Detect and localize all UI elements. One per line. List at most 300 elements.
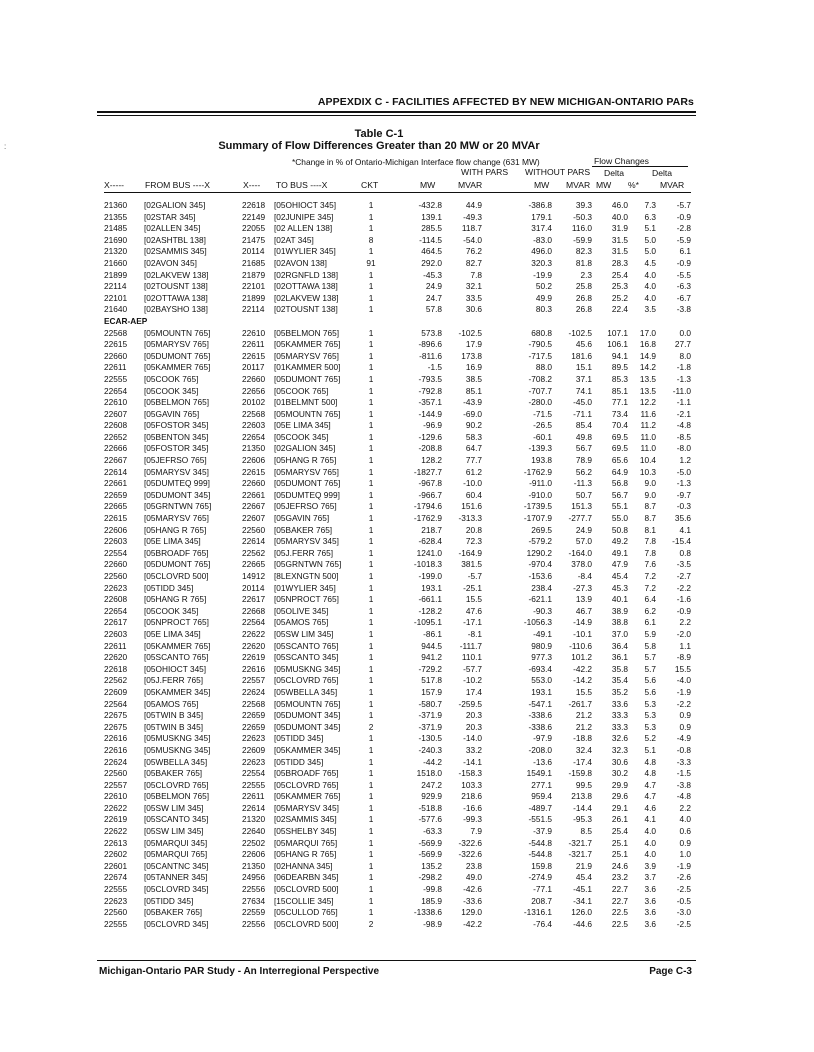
cell-to-id: 22619 [242, 652, 266, 663]
cell-from-bus: [05DUMTEQ 999] [144, 478, 210, 489]
cell-mvar-with: 20.3 [465, 710, 482, 721]
cell-from-bus: [05BAKER 765] [144, 768, 203, 779]
cell-mw-with: 1518.0 [416, 768, 442, 779]
cell-from-id: 22615 [104, 339, 128, 350]
cell-ckt: 1 [368, 513, 374, 524]
cell-to-bus: [05CULLOD 765] [274, 907, 338, 918]
cell-to-bus: [02HANNA 345] [274, 860, 333, 871]
cell-from-bus: [05COOK 765] [144, 373, 199, 384]
cell-delta-mw: 25.4 [611, 269, 628, 280]
cell-to-bus: [05MARYSV 765] [274, 350, 339, 361]
cell-to-bus: [05DUMONT 345] [274, 721, 341, 732]
cell-mvar-with: -322.6 [458, 837, 482, 848]
cell-mw-with: 24.9 [425, 281, 442, 292]
cell-to-id: 22555 [242, 779, 266, 790]
cell-mw-without: -77.1 [533, 884, 552, 895]
cell-mw-without: 1290.2 [526, 547, 552, 558]
cell-delta-mw: 22.7 [611, 884, 628, 895]
cell-to-id: 22609 [242, 744, 266, 755]
cell-mw-with: -45.3 [423, 269, 442, 280]
cell-ckt: 1 [368, 733, 374, 744]
cell-from-bus: [02GALION 345] [144, 200, 206, 210]
cell-mw-with: 941.2 [421, 652, 442, 663]
cell-mvar-without: 37.1 [575, 373, 592, 384]
cell-ckt: 2 [368, 721, 374, 732]
cell-mw-with: -1827.7 [413, 466, 442, 477]
cell-delta-mvar: -3.8 [676, 779, 691, 790]
cell-mw-without: -280.0 [528, 397, 552, 408]
cell-to-id: 21320 [242, 814, 266, 825]
cell-mw-with: -298.2 [418, 872, 442, 883]
cell-mvar-with: -49.3 [463, 211, 482, 222]
cell-to-bus: [05DUMONT 765] [274, 373, 341, 384]
group-flow-changes: Flow Changes [594, 156, 649, 166]
cell-to-id: 22661 [242, 489, 266, 500]
cell-pct: 12.2 [639, 397, 656, 408]
cell-mw-without: -19.9 [533, 269, 552, 280]
cell-to-bus: [02 ALLEN 138] [274, 223, 333, 234]
cell-ckt: 1 [368, 350, 374, 361]
col-delta-mvar: MVAR [660, 180, 685, 190]
cell-from-id: 22654 [104, 385, 128, 396]
cell-delta-mw: 38.9 [611, 605, 628, 616]
cell-ckt: 1 [368, 710, 374, 721]
cell-from-id: 22654 [104, 605, 128, 616]
cell-ckt: 1 [368, 779, 374, 790]
cell-from-bus: [05BELMON 765] [144, 791, 210, 802]
cell-pct: 6.4 [644, 594, 656, 605]
cell-mvar-without: -14.4 [573, 802, 592, 813]
cell-mw-with: 24.7 [425, 292, 442, 303]
cell-mw-without: 179.1 [531, 211, 552, 222]
cell-mw-without: -1762.9 [523, 466, 552, 477]
cell-from-id: 21320 [104, 246, 128, 257]
cell-from-id: 22618 [104, 663, 128, 674]
cell-pct: 5.1 [644, 744, 656, 755]
cell-delta-mvar: 0.9 [679, 710, 691, 721]
cell-mvar-without: -14.2 [573, 675, 592, 686]
cell-from-bus: [05DUMONT 765] [144, 559, 211, 570]
cell-mw-without: 317.4 [531, 223, 552, 234]
cell-mvar-without: -321.7 [568, 849, 592, 860]
cell-delta-mw: 28.3 [611, 257, 628, 268]
cell-to-bus: [05KAMMER 765] [274, 791, 341, 802]
cell-from-bus: [05CLOVRD 345] [144, 918, 209, 929]
cell-mvar-with: -322.6 [458, 849, 482, 860]
cell-pct: 3.9 [644, 860, 656, 871]
cell-to-bus: [05J.FERR 765] [274, 547, 334, 558]
cell-from-bus: [05MARYSV 345] [144, 466, 209, 477]
cell-mw-with: 128.2 [421, 455, 442, 466]
cell-pct: 5.8 [644, 640, 656, 651]
cell-from-id: 21660 [104, 257, 128, 268]
cell-mw-without: -49.1 [533, 628, 552, 639]
appendix-header: APPEXDIX C - FACILITIES AFFECTED BY NEW MICHIGAN-ONTARIO PARs [317, 96, 694, 108]
cell-mw-with: -129.6 [418, 431, 442, 442]
cell-mw-without: -707.7 [528, 385, 552, 396]
cell-to-id: 22149 [242, 211, 266, 222]
cell-ckt: 1 [368, 652, 374, 663]
cell-ckt: 1 [368, 211, 374, 222]
cell-mvar-without: 50.7 [575, 489, 592, 500]
cell-from-bus: [05DUMONT 765] [144, 350, 211, 361]
cell-delta-mw: 29.6 [611, 791, 628, 802]
cell-mvar-with: -5.7 [467, 571, 482, 581]
cell-mw-with: 1241.0 [416, 547, 442, 558]
cell-delta-mw: 36.1 [611, 652, 628, 663]
cell-to-bus: [05MARYSV 345] [274, 802, 339, 813]
cell-mw-without: -83.0 [533, 234, 552, 245]
cell-delta-mvar: -2.8 [676, 223, 691, 234]
cell-mw-with: -99.8 [423, 884, 442, 895]
table-row [104, 420, 691, 432]
cell-mw-without: -544.8 [528, 837, 552, 848]
cell-mw-without: -71.5 [533, 408, 552, 419]
cell-from-bus: [05KAMMER 765] [144, 640, 211, 651]
cell-delta-mw: 70.4 [611, 420, 628, 431]
cell-mw-with: -518.8 [418, 802, 442, 813]
table-row [104, 838, 691, 850]
cell-mvar-with: -33.6 [463, 895, 482, 906]
cell-to-bus: [05GAVIN 765] [274, 513, 330, 524]
cell-mw-without: 193.8 [531, 455, 552, 466]
cell-to-id: 20102 [242, 397, 266, 408]
cell-delta-mvar: -1.9 [676, 860, 691, 871]
cell-to-id: 22659 [242, 721, 266, 732]
cell-delta-mw: 38.8 [611, 617, 628, 628]
cell-to-bus: [01WYLIER 345] [274, 246, 336, 257]
cell-delta-mvar: -2.5 [676, 918, 691, 929]
cell-mw-with: 464.5 [421, 246, 442, 257]
cell-mvar-with: -42.6 [463, 884, 482, 895]
cell-mvar-with: -164.9 [458, 547, 482, 558]
table-row [104, 919, 691, 931]
table-row [104, 872, 691, 884]
cell-delta-mw: 22.5 [611, 918, 628, 929]
cell-from-id: 22674 [104, 872, 128, 883]
cell-to-bus: [02AT 345] [274, 234, 314, 245]
cell-mw-with: -63.3 [423, 826, 442, 837]
col-delta-mw: MW [596, 180, 612, 190]
cell-pct: 3.6 [644, 884, 656, 895]
cell-delta-mw: 30.6 [611, 756, 628, 767]
cell-to-bus: [05COOK 345] [274, 431, 329, 442]
cell-ckt: 1 [368, 686, 374, 697]
cell-from-bus: [05OHIOCT 345] [144, 663, 207, 674]
cell-to-id: 22660 [242, 373, 266, 384]
cell-mw-without: 980.9 [531, 640, 552, 651]
table-row [104, 432, 691, 444]
col-delta-mvar-top: Delta [652, 168, 673, 178]
cell-pct: 16.8 [639, 339, 656, 350]
cell-delta-mw: 25.2 [611, 292, 628, 303]
cell-from-id: 22611 [104, 362, 127, 373]
cell-to-id: 22562 [242, 547, 266, 558]
cell-to-id: 27634 [242, 895, 266, 906]
cell-to-bus: [05JEFRSO 765] [274, 501, 337, 512]
cell-mw-without: -139.3 [528, 443, 552, 454]
cell-mw-with: -128.2 [418, 605, 442, 616]
cell-delta-mvar: -1.5 [676, 768, 691, 779]
cell-to-bus: [05DUMTEQ 999] [274, 489, 340, 500]
cell-mw-with: -569.9 [418, 837, 442, 848]
cell-delta-mw: 23.2 [611, 872, 628, 883]
cell-delta-mw: 29.1 [611, 802, 628, 813]
cell-ckt: 1 [368, 756, 374, 767]
cell-mw-without: -60.1 [533, 431, 552, 442]
cell-delta-mw: 77.1 [611, 397, 628, 408]
cell-mvar-without: 15.5 [575, 686, 592, 697]
cell-from-id: 22114 [104, 281, 127, 292]
cell-from-id: 21640 [104, 304, 128, 315]
cell-to-id: 22055 [242, 223, 266, 234]
cell-delta-mw: 56.7 [611, 489, 628, 500]
cell-ckt: 1 [368, 617, 374, 628]
cell-ckt: 1 [368, 246, 374, 257]
cell-from-id: 22608 [104, 594, 128, 605]
cell-to-id: 22615 [242, 350, 266, 361]
cell-from-id: 22613 [104, 837, 128, 848]
cell-mvar-with: 110.1 [461, 652, 482, 663]
cell-to-bus: [05SCANTO 765] [274, 640, 339, 651]
cell-pct: 7.8 [644, 536, 656, 547]
table-row [104, 235, 691, 247]
cell-ckt: 1 [368, 849, 374, 860]
cell-ckt: 2 [368, 918, 374, 929]
cell-to-bus: [05MARYSV 345] [274, 536, 339, 547]
cell-ckt: 1 [368, 582, 374, 593]
cell-to-id: 22614 [242, 802, 266, 813]
cell-from-id: 22610 [104, 791, 128, 802]
cell-pct: 4.6 [644, 802, 656, 813]
cell-to-id: 21475 [242, 234, 266, 245]
cell-delta-mvar: -4.0 [676, 675, 691, 686]
table-row [104, 351, 691, 363]
cell-mvar-with: 17.9 [465, 339, 482, 350]
cell-mw-with: -1.5 [427, 362, 442, 373]
cell-from-bus: [05CANTNC 345] [144, 860, 209, 871]
group-without-pars: WITHOUT PARS [525, 167, 591, 177]
cell-from-bus: [05MARYSV 765] [144, 513, 209, 524]
cell-mvar-with: -158.3 [458, 768, 482, 779]
cell-from-bus: [05BELMON 765] [144, 397, 210, 408]
cell-mw-with: -86.1 [423, 628, 442, 639]
cell-mvar-with: -10.0 [463, 478, 482, 489]
cell-delta-mvar: -2.6 [676, 872, 691, 883]
cell-to-id: 21350 [242, 443, 266, 454]
cell-from-bus: [02LAKVEW 138] [144, 269, 209, 280]
cell-delta-mw: 69.5 [611, 443, 628, 454]
cell-from-bus: [05SCANTO 345] [144, 814, 209, 825]
cell-mw-without: -790.5 [528, 339, 552, 350]
cell-delta-mw: 33.3 [611, 710, 628, 721]
cell-to-id: 22623 [242, 756, 266, 767]
cell-mvar-with: 30.6 [465, 304, 482, 315]
cell-delta-mvar: -2.2 [676, 582, 691, 593]
cell-to-bus: [05CLOVRD 500] [274, 918, 339, 929]
cell-ckt: 1 [368, 292, 374, 303]
cell-ckt: 1 [368, 559, 374, 570]
cell-ckt: 1 [368, 420, 374, 431]
cell-mw-with: -792.8 [418, 385, 442, 396]
cell-mvar-with: 7.9 [470, 826, 482, 837]
cell-delta-mvar: -1.3 [676, 373, 691, 384]
cell-delta-mvar: -2.5 [676, 884, 691, 895]
cell-mvar-without: 85.4 [575, 420, 592, 431]
cell-to-id: 22618 [242, 200, 266, 210]
cell-mvar-without: 99.5 [575, 779, 592, 790]
cell-pct: 5.9 [644, 628, 656, 639]
cell-ckt: 1 [368, 675, 374, 686]
table-row [104, 594, 691, 606]
cell-mvar-with: 23.8 [465, 860, 482, 871]
cell-delta-mvar: -2.1 [676, 408, 691, 419]
cell-to-id: 22568 [242, 408, 266, 419]
cell-pct: 10.3 [639, 466, 656, 477]
cell-ckt: 1 [368, 802, 374, 813]
table-row [104, 745, 691, 757]
cell-mvar-without: -321.7 [568, 837, 592, 848]
table-row [104, 200, 691, 212]
cell-ckt: 1 [368, 826, 374, 837]
table-row [104, 641, 691, 653]
cell-mvar-with: -17.1 [463, 617, 482, 628]
cell-mvar-without: 181.6 [571, 350, 592, 361]
cell-mw-without: -208.0 [528, 744, 552, 755]
cell-mw-with: -199.0 [418, 571, 442, 581]
cell-delta-mvar: -0.9 [676, 257, 691, 268]
cell-mw-with: -357.1 [418, 397, 442, 408]
cell-ckt: 1 [368, 605, 374, 616]
cell-mw-with: -240.3 [418, 744, 442, 755]
cell-from-id: 22555 [104, 884, 128, 895]
cell-mvar-with: 58.3 [465, 431, 482, 442]
cell-delta-mw: 55.0 [611, 513, 628, 524]
cell-pct: 5.1 [644, 223, 656, 234]
cell-mvar-without: 21.2 [575, 721, 592, 732]
cell-delta-mvar: -11.0 [672, 385, 691, 396]
cell-mw-without: -386.8 [528, 200, 552, 210]
cell-to-bus: [01BELMNT 500] [274, 397, 338, 408]
cell-mw-with: 57.8 [425, 304, 442, 315]
cell-mw-without: -970.4 [528, 559, 552, 570]
cell-from-bus: [05KAMMER 765] [144, 362, 211, 373]
cell-mvar-with: -42.2 [463, 918, 482, 929]
cell-delta-mw: 49.1 [611, 547, 628, 558]
flow-differences-table [104, 200, 691, 930]
cell-mw-without: 553.0 [531, 675, 552, 686]
table-row [104, 478, 691, 490]
cell-mw-with: 193.1 [421, 582, 442, 593]
cell-to-id: 22101 [242, 281, 266, 292]
cell-to-bus: [05E LIMA 345] [274, 420, 331, 431]
cell-from-id: 22622 [104, 826, 128, 837]
cell-from-bus: [05MARYSV 765] [144, 339, 209, 350]
cell-delta-mw: 36.4 [611, 640, 628, 651]
cell-ckt: 1 [368, 339, 374, 350]
cell-mw-without: 49.9 [535, 292, 552, 303]
table-row [104, 536, 691, 548]
cell-mw-without: -97.9 [533, 733, 552, 744]
cell-to-id: 22624 [242, 686, 266, 697]
cell-from-id: 22624 [104, 756, 128, 767]
cell-ckt: 1 [368, 872, 374, 883]
cell-delta-mw: 45.4 [611, 571, 628, 581]
cell-pct: 4.7 [644, 791, 656, 802]
cell-from-bus: [05CLOVRD 345] [144, 884, 209, 895]
cell-delta-mvar: -8.9 [676, 652, 691, 663]
cell-delta-mvar: -2.2 [676, 698, 691, 709]
cell-mw-with: -371.9 [418, 721, 442, 732]
cell-mvar-without: 2.3 [580, 269, 592, 280]
cell-delta-mvar: -3.3 [676, 756, 691, 767]
cell-ckt: 1 [368, 884, 374, 895]
cell-delta-mvar: -1.1 [676, 397, 691, 408]
cell-to-id: 22564 [242, 617, 266, 628]
cell-to-id: 22668 [242, 605, 266, 616]
cell-from-id: 22603 [104, 628, 128, 639]
cell-mw-without: 88.0 [535, 362, 552, 373]
cell-from-id: 22557 [104, 779, 128, 790]
cell-to-id: 20117 [242, 362, 265, 373]
cell-mvar-without: -8.4 [577, 571, 592, 581]
cell-to-bus: [05DUMONT 345] [274, 710, 341, 721]
cell-mvar-without: 46.7 [575, 605, 592, 616]
page-number: Page C-3 [649, 966, 692, 977]
cell-from-id: 22568 [104, 327, 128, 338]
cell-delta-mvar: -0.5 [676, 895, 691, 906]
cell-ckt: 1 [368, 223, 374, 234]
cell-pct: 4.0 [644, 292, 656, 303]
cell-mw-without: -717.5 [528, 350, 552, 361]
cell-mvar-with: 90.2 [465, 420, 482, 431]
cell-from-id: 22560 [104, 571, 128, 581]
cell-mvar-without: -42.2 [573, 663, 592, 674]
cell-to-id: 24956 [242, 872, 266, 883]
cell-from-id: 22660 [104, 350, 128, 361]
cell-from-id: 22616 [104, 744, 128, 755]
cell-from-bus: [02BAYSHO 138] [144, 304, 208, 315]
cell-mvar-without: 21.9 [575, 860, 592, 871]
cell-mw-with: -1794.6 [413, 501, 442, 512]
cell-to-id: 14912 [242, 571, 266, 581]
col-ckt: CKT [361, 180, 379, 190]
cell-from-id: 22616 [104, 733, 128, 744]
cell-from-bus: [05JEFRSO 765] [144, 455, 207, 466]
cell-delta-mvar: -15.4 [672, 536, 691, 547]
cell-delta-mvar: -4.8 [676, 791, 691, 802]
cell-ckt: 1 [368, 814, 374, 825]
cell-mvar-with: 20.3 [465, 721, 482, 732]
cell-mw-without: 208.7 [531, 895, 552, 906]
cell-from-id: 21899 [104, 269, 128, 280]
cell-mvar-without: -277.7 [568, 513, 592, 524]
cell-to-bus: [05CLOVRD 765] [274, 779, 339, 790]
cell-from-bus: [05DUMONT 345] [144, 489, 211, 500]
cell-mw-with: -98.9 [423, 918, 442, 929]
cell-mvar-without: -50.3 [573, 211, 592, 222]
cell-pct: 3.6 [644, 918, 656, 929]
cell-delta-mvar: -3.0 [676, 907, 691, 918]
cell-from-bus: [05BAKER 765] [144, 907, 203, 918]
cell-ckt: 1 [368, 397, 374, 408]
cell-mw-with: -130.5 [418, 733, 442, 744]
cell-mvar-with: 129.0 [461, 907, 482, 918]
cell-mvar-without: -71.1 [573, 408, 592, 419]
cell-from-bus: [05WBELLA 345] [144, 756, 208, 767]
cell-mw-with: -432.8 [418, 200, 442, 210]
cell-delta-mw: 94.1 [611, 350, 628, 361]
